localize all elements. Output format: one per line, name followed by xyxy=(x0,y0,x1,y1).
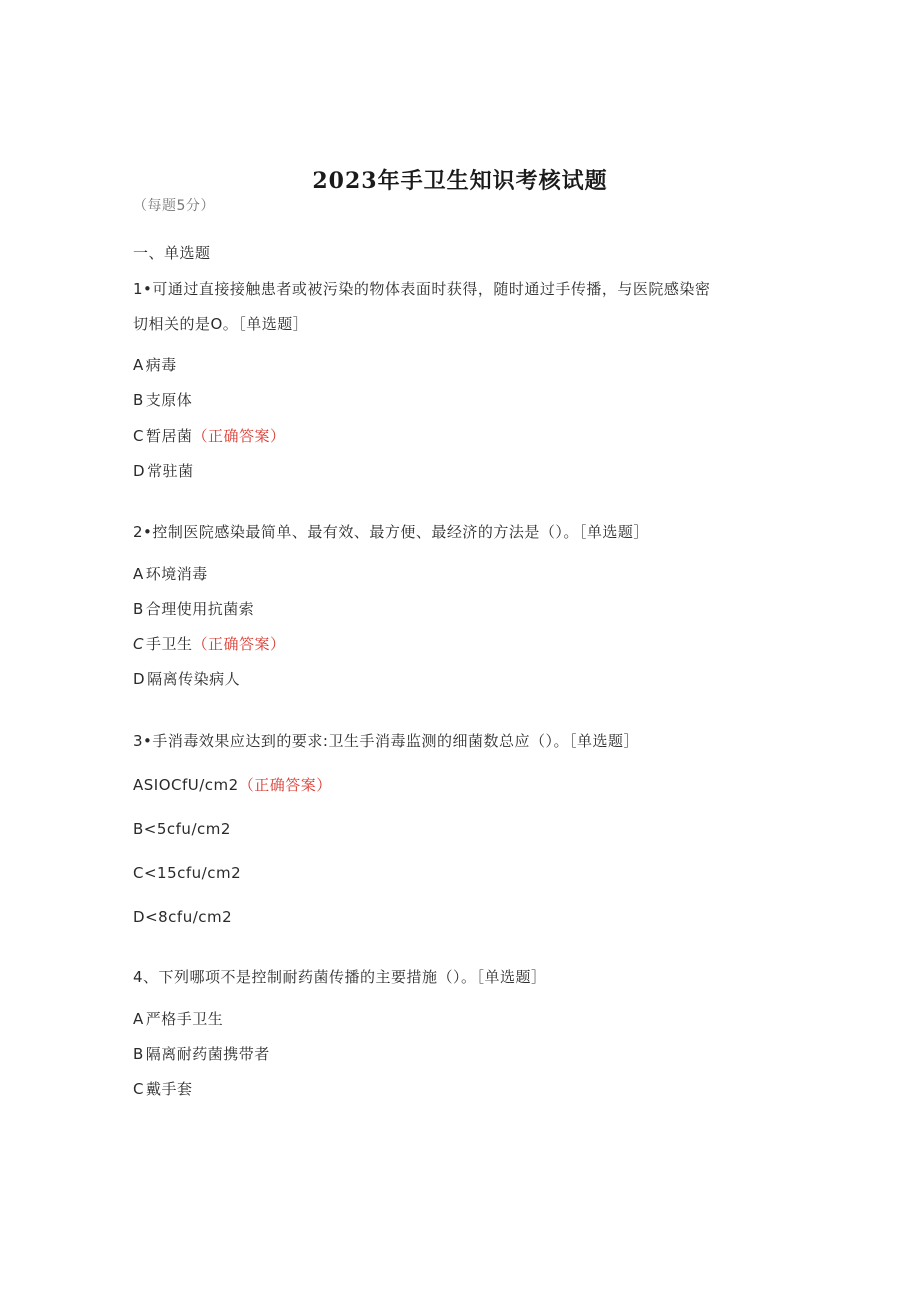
option-letter: B xyxy=(133,820,144,838)
option-letter: C xyxy=(133,635,144,653)
option-d xyxy=(133,461,194,481)
option-letter: A xyxy=(133,776,144,794)
correct-answer-mark: （正确答案） xyxy=(238,776,332,794)
question-text-cont: 切相关的是O。［单选题］ xyxy=(133,315,309,333)
option-text: 戴手套 xyxy=(145,1080,193,1098)
option-text: 病毒 xyxy=(145,356,177,374)
option-text: <8cfu∕cm2 xyxy=(145,908,233,926)
option-c xyxy=(133,863,241,883)
option-b xyxy=(133,819,231,839)
option-letter: B xyxy=(133,600,144,618)
option-text: 环境消毒 xyxy=(145,565,208,583)
page-title: 2023年手卫生知识考核试题 xyxy=(312,168,608,194)
option-a xyxy=(133,564,208,584)
option-text: 支原体 xyxy=(145,391,193,409)
option-a xyxy=(133,355,177,375)
option-d xyxy=(133,669,240,689)
option-text: SIOCfU/cm2 xyxy=(143,776,239,794)
score-note: （每题5分） xyxy=(133,198,215,214)
option-d xyxy=(133,907,232,927)
option-c xyxy=(133,426,286,446)
option-text: 常驻菌 xyxy=(147,462,194,480)
option-b xyxy=(133,390,192,410)
option-letter: B xyxy=(133,391,144,409)
option-text: 手卫生 xyxy=(145,635,193,653)
option-text: <15cfu∕cm2 xyxy=(143,864,242,882)
question-text: 4、下列哪项不是控制耐药菌传播的主要措施（）。［单选题］ xyxy=(133,968,547,986)
option-letter: A xyxy=(133,1010,144,1028)
option-letter: B xyxy=(133,1045,144,1063)
question-text: 1•可通过直接接触患者或被污染的物体表面时获得，随时通过手传播，与医院感染密 xyxy=(133,280,711,298)
correct-answer-mark: （正确答案） xyxy=(192,635,286,653)
question-text: 2•控制医院感染最简单、最有效、最方便、最经济的方法是（）。［单选题］ xyxy=(133,523,649,541)
option-text: 合理使用抗菌索 xyxy=(145,600,255,618)
option-letter: C xyxy=(133,1080,144,1098)
correct-answer-mark: （正确答案） xyxy=(192,427,286,445)
option-c xyxy=(133,1079,193,1099)
option-b xyxy=(133,1044,270,1064)
option-text: 严格手卫生 xyxy=(145,1010,224,1028)
option-text: 暂居菌 xyxy=(145,427,193,445)
option-letter: A xyxy=(133,356,144,374)
section-heading: 一、单选题 xyxy=(133,244,211,262)
option-text: <5cfu∕cm2 xyxy=(143,820,231,838)
option-letter: C xyxy=(133,427,144,445)
option-text: 隔离耐药菌携带者 xyxy=(145,1045,270,1063)
option-c xyxy=(133,634,286,654)
option-b xyxy=(133,599,254,619)
option-letter: D xyxy=(133,462,146,480)
option-letter: C xyxy=(133,864,144,882)
option-text: 隔离传染病人 xyxy=(147,670,241,688)
option-letter: D xyxy=(133,908,146,926)
option-letter: D xyxy=(133,670,146,688)
option-a xyxy=(133,1009,223,1029)
option-a xyxy=(133,775,332,795)
question-text: 3•手消毒效果应达到的要求:卫生手消毒监测的细菌数总应（）。［单选题］ xyxy=(133,732,639,750)
option-letter: A xyxy=(133,565,144,583)
